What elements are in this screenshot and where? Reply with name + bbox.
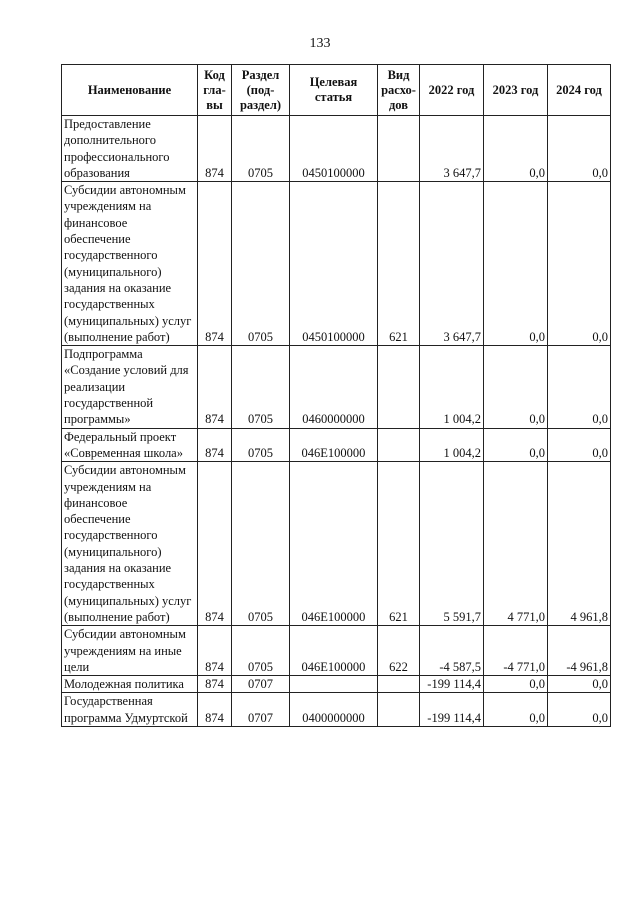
cell-section: 0705 xyxy=(232,182,290,346)
cell-code: 874 xyxy=(198,346,232,428)
cell-section: 0705 xyxy=(232,462,290,626)
cell-type: 621 xyxy=(378,182,420,346)
cell-section: 0707 xyxy=(232,676,290,693)
cell-section: 0705 xyxy=(232,346,290,428)
cell-section: 0705 xyxy=(232,116,290,182)
cell-target: 0460000000 xyxy=(290,346,378,428)
header-target: Целевая статья xyxy=(290,65,378,116)
cell-type: 621 xyxy=(378,462,420,626)
cell-2022: 1 004,2 xyxy=(420,428,484,462)
header-2023: 2023 год xyxy=(484,65,548,116)
cell-2022: 3 647,7 xyxy=(420,116,484,182)
cell-code: 874 xyxy=(198,626,232,676)
cell-2023: 0,0 xyxy=(484,346,548,428)
cell-target: 0450100000 xyxy=(290,182,378,346)
cell-2023: 0,0 xyxy=(484,428,548,462)
table-row xyxy=(62,346,611,428)
header-2024: 2024 год xyxy=(548,65,611,116)
cell-section: 0707 xyxy=(232,693,290,727)
cell-2023: 0,0 xyxy=(484,693,548,727)
cell-2022: -4 587,5 xyxy=(420,626,484,676)
table-row xyxy=(62,116,611,182)
cell-name: Предоставление дополнительного профессионального образования xyxy=(62,116,198,182)
header-type: Вид расхо-дов xyxy=(378,65,420,116)
cell-section: 0705 xyxy=(232,428,290,462)
cell-name: Субсидии автономным учреждениям на финансовое обеспечение государственного (муниципального) задания на оказание государственных (муниципальных) услуг (выполнение работ) xyxy=(62,462,198,626)
cell-code: 874 xyxy=(198,693,232,727)
cell-target: 0400000000 xyxy=(290,693,378,727)
cell-2023: 0,0 xyxy=(484,116,548,182)
cell-2024: 0,0 xyxy=(548,676,611,693)
cell-type xyxy=(378,676,420,693)
cell-target: 0450100000 xyxy=(290,116,378,182)
cell-2022: 1 004,2 xyxy=(420,346,484,428)
cell-code: 874 xyxy=(198,428,232,462)
cell-2024: 0,0 xyxy=(548,182,611,346)
table-row xyxy=(62,462,611,626)
cell-target: 046Е100000 xyxy=(290,462,378,626)
cell-code: 874 xyxy=(198,182,232,346)
table-row xyxy=(62,676,611,693)
cell-name: Субсидии автономным учреждениям на иные цели xyxy=(62,626,198,676)
cell-2022: 3 647,7 xyxy=(420,182,484,346)
cell-2022: 5 591,7 xyxy=(420,462,484,626)
cell-code: 874 xyxy=(198,462,232,626)
table-row xyxy=(62,182,611,346)
cell-name: Государственная программа Удмуртской xyxy=(62,693,198,727)
cell-2022: -199 114,4 xyxy=(420,693,484,727)
cell-2023: 0,0 xyxy=(484,676,548,693)
cell-2024: 0,0 xyxy=(548,693,611,727)
table-row xyxy=(62,693,611,727)
cell-type xyxy=(378,116,420,182)
header-code: Код гла-вы xyxy=(198,65,232,116)
cell-2024: 0,0 xyxy=(548,428,611,462)
cell-section: 0705 xyxy=(232,626,290,676)
cell-2023: 4 771,0 xyxy=(484,462,548,626)
header-row xyxy=(62,65,611,116)
table-row xyxy=(62,626,611,676)
cell-2023: 0,0 xyxy=(484,182,548,346)
cell-target xyxy=(290,676,378,693)
budget-table xyxy=(61,64,611,727)
cell-name: Федеральный проект «Современная школа» xyxy=(62,428,198,462)
header-name: Наименование xyxy=(62,65,198,116)
cell-name: Подпрограмма «Создание условий для реализации государственной программы» xyxy=(62,346,198,428)
cell-2022: -199 114,4 xyxy=(420,676,484,693)
cell-2023: -4 771,0 xyxy=(484,626,548,676)
cell-type xyxy=(378,428,420,462)
cell-2024: 4 961,8 xyxy=(548,462,611,626)
cell-type xyxy=(378,346,420,428)
cell-type: 622 xyxy=(378,626,420,676)
cell-type xyxy=(378,693,420,727)
cell-target: 046Е100000 xyxy=(290,626,378,676)
cell-name: Молодежная политика xyxy=(62,676,198,693)
header-2022: 2022 год xyxy=(420,65,484,116)
cell-2024: 0,0 xyxy=(548,116,611,182)
header-section: Раздел (под-раздел) xyxy=(232,65,290,116)
page-number: 133 xyxy=(309,36,331,51)
cell-name: Субсидии автономным учреждениям на финансовое обеспечение государственного (муниципального) задания на оказание государственных (муниципальных) услуг (выполнение работ) xyxy=(62,182,198,346)
cell-2024: -4 961,8 xyxy=(548,626,611,676)
table-row xyxy=(62,428,611,462)
cell-code: 874 xyxy=(198,676,232,693)
cell-code: 874 xyxy=(198,116,232,182)
cell-2024: 0,0 xyxy=(548,346,611,428)
cell-target: 046Е100000 xyxy=(290,428,378,462)
